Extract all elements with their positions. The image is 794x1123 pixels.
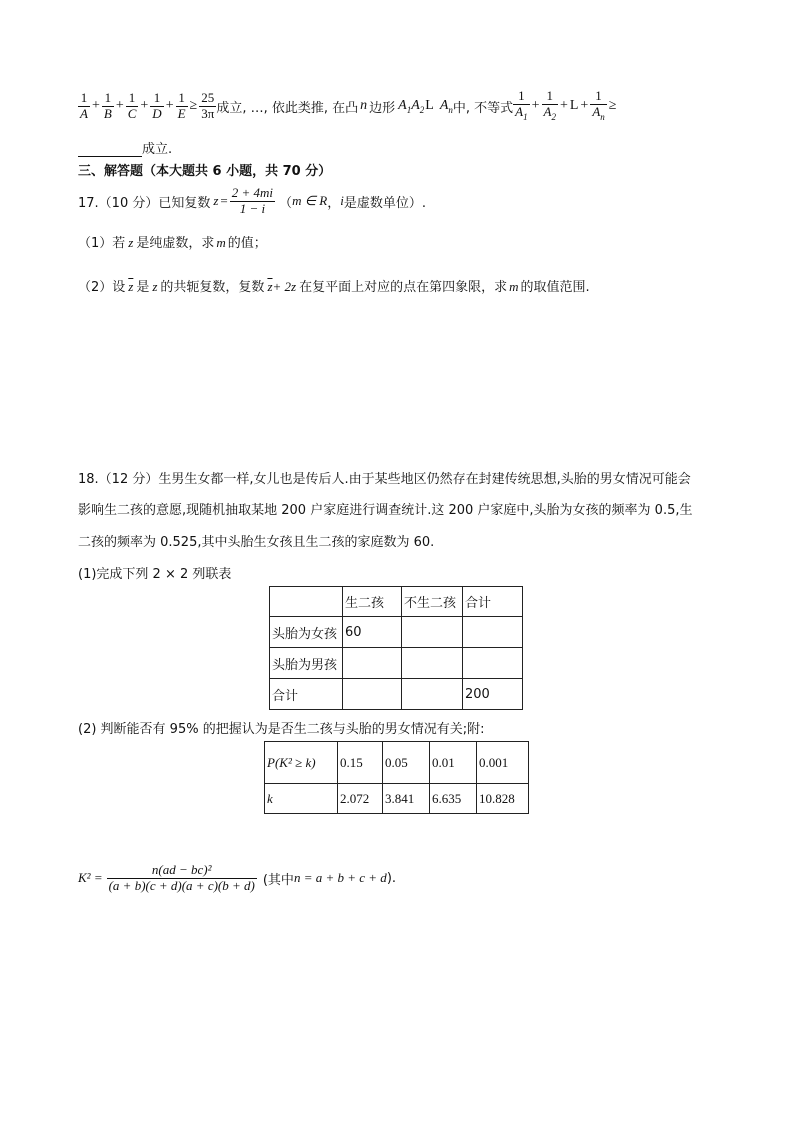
fraction-1-over-A: $\frac{1}{A}$ <box>80 90 88 121</box>
line1-text-a: 成立, …, 依此类推, 在凸 <box>216 100 359 116</box>
table-cell <box>402 679 463 710</box>
question-18-line-1: 18.（12 分）生男生女都一样,女儿也是传后人.由于某些地区仍然存在封建传统思想,头胎的男女情况可能会 <box>78 472 691 487</box>
fraction-1-over-D: $\frac{1}{D}$ <box>152 90 162 121</box>
fraction-z: $\frac{2 + 4mi}{1 - i}$ <box>231 185 274 216</box>
fraction-1-over-E: $\frac{1}{E}$ <box>177 90 186 121</box>
table-cell <box>402 617 463 648</box>
table-header: 不生二孩 <box>402 587 463 617</box>
polygon-name: $A_1A_2L$ $A_n$ <box>398 97 453 115</box>
formula-fraction: $\frac{\text{n(ad − bc)²}}{(a + b)(c + d)(a + c)(b + d)}$ <box>108 862 255 893</box>
table-cell: 60 <box>343 617 402 648</box>
table-row-label: 头胎为男孩 <box>270 648 343 679</box>
table-row-label: 合计 <box>270 679 343 710</box>
fraction-1-over-An: $\frac{1}{A_n}$ <box>592 88 605 122</box>
table-cell <box>463 617 523 648</box>
question-17-part-1: （1）若 z 是纯虚数，求 m 的值； <box>78 235 267 251</box>
table-cell <box>270 587 343 617</box>
contingency-table <box>269 586 523 710</box>
question-17-stem: 17.（10 分）已知复数 z = $\frac{2 + 4mi}{1 - i}$ （ m ∈ R ， i 是虚数单位）. <box>78 185 426 216</box>
table-cell <box>402 648 463 679</box>
section-3-title: 三、解答题（本大题共 6 小题，共 70 分） <box>78 164 332 179</box>
fraction-1-over-A2: $\frac{1}{A_2}$ <box>543 88 556 122</box>
table-cell: 6.635 <box>430 784 477 814</box>
chi-square-formula: K² = $\frac{\text{n(ad − bc)²}}{(a + b)(c + d)(a + c)(b + d)}$ (其中 n = a + b + c + d ). <box>78 862 397 893</box>
question-18-part-1: (1)完成下列 2 × 2 列联表 <box>78 567 232 582</box>
table-cell <box>343 648 402 679</box>
table-cell: 0.01 <box>430 742 477 784</box>
fraction-1-over-C: $\frac{1}{C}$ <box>127 90 137 121</box>
table-row-label: 头胎为女孩 <box>270 617 343 648</box>
table-cell: 0.001 <box>477 742 529 784</box>
fraction-1-over-B: $\frac{1}{B}$ <box>103 90 112 121</box>
fraction-1-over-A1: $\frac{1}{A_1}$ <box>515 88 528 122</box>
critical-value-table <box>264 741 529 814</box>
table-cell: 0.15 <box>338 742 383 784</box>
table-header: 生二孩 <box>343 587 402 617</box>
table-header: 合计 <box>463 587 523 617</box>
question-18-line-2: 影响生二孩的意愿,现随机抽取某地 200 户家庭进行调查统计.这 200 户家庭中,头胎为女孩的频率为 0.5,生 <box>78 503 693 518</box>
table-cell <box>343 679 402 710</box>
var-n: n <box>360 98 368 113</box>
question-17-part-2: （2）设 $\overline{z}$ 是 z 的共轭复数，复数 $\overline{z}+ 2z$ 在复平面上对应的点在第四象限，求 m 的取值范围. <box>78 279 590 295</box>
table-cell: 10.828 <box>477 784 529 814</box>
table-cell: 0.05 <box>383 742 430 784</box>
line1-text-b: 边形 <box>369 100 396 116</box>
question-18-line-3: 二孩的频率为 0.525,其中头胎生女孩且生二孩的家庭数为 60. <box>78 535 435 550</box>
answer-blank-line: 成立. <box>78 138 172 157</box>
fraction-25-over-3pi: $\frac{25}{3\pi}$ <box>201 90 215 121</box>
table-cell: 200 <box>463 679 523 710</box>
table-row-label: P(K² ≥ k) <box>265 742 338 784</box>
table-cell: 2.072 <box>338 784 383 814</box>
answer-blank <box>78 142 142 157</box>
question-18-part-2: (2) 判断能否有 95% 的把握认为是否生二孩与头胎的男女情况有关;附: <box>78 722 485 737</box>
table-cell <box>463 648 523 679</box>
table-row-label: k <box>265 784 338 814</box>
inequality-line-1: $\frac{1}{A}$ + $\frac{1}{B}$ + $\frac{1}{C}$ + $\frac{1}{D}$ + $\frac{1}{E}$ ≥ $\frac{25}{3\pi}$ 成立, …, 依此类推, 在凸 n 边形 $A_1A_2L$ $A_n$ 中, 不等式 $\frac{1}{A_1}$ + $\frac{1}{A_2}$ + L + $\frac{1}{A_n}$ ≥ <box>80 88 617 122</box>
line1-text-c: 中, 不等式 <box>452 100 514 116</box>
table-cell: 3.841 <box>383 784 430 814</box>
